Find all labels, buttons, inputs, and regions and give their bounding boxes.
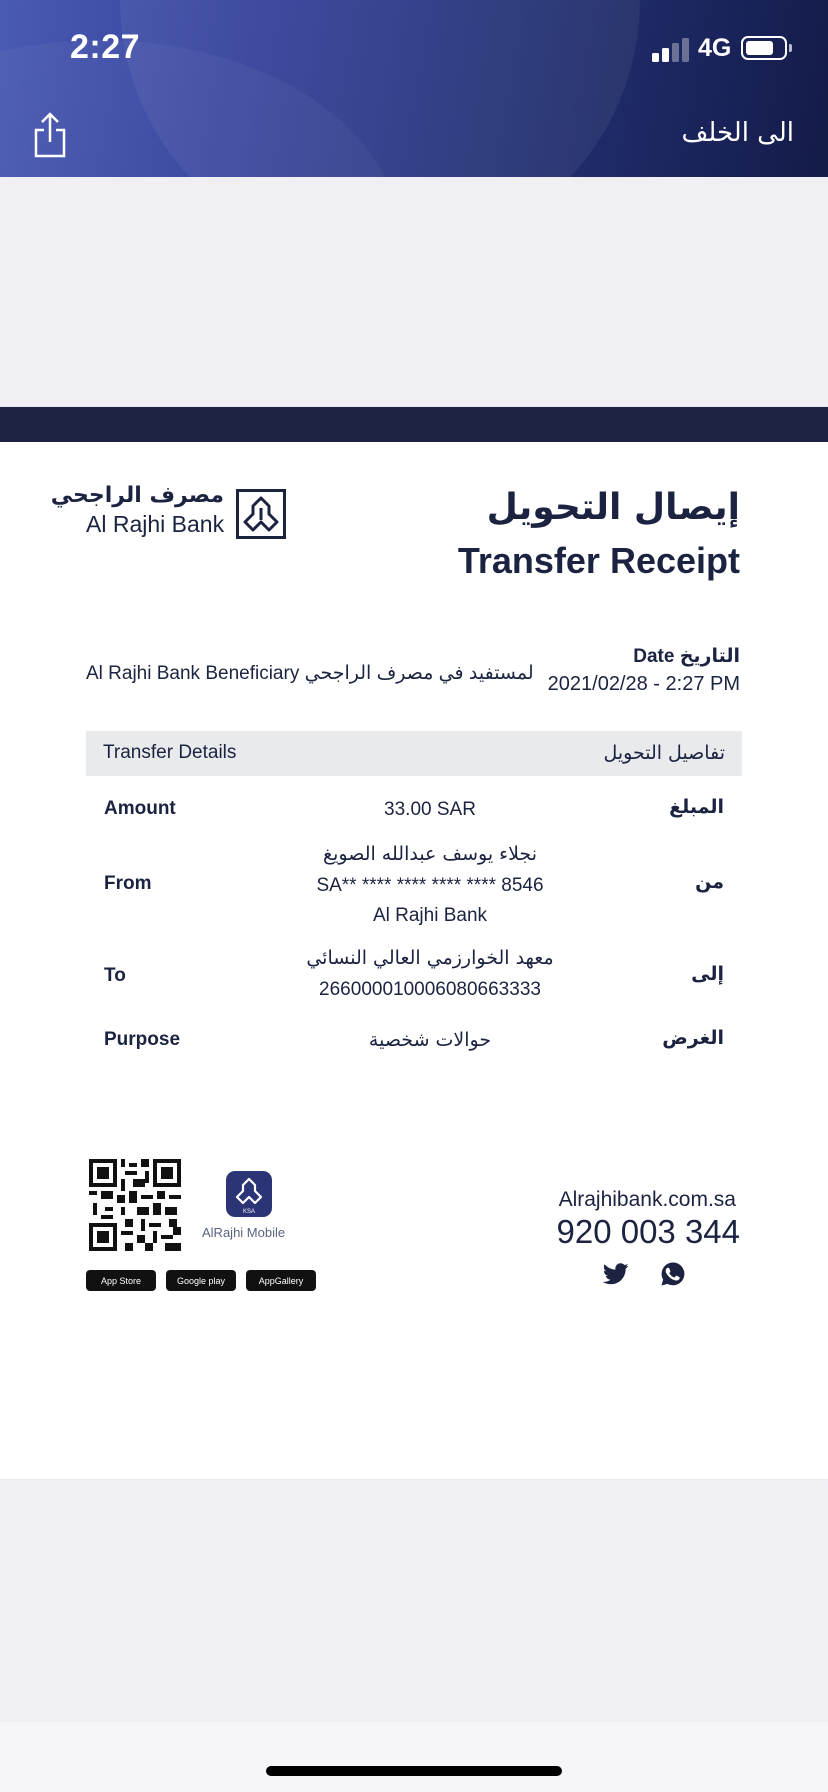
- from-bank: Al Rajhi Bank: [372, 905, 488, 926]
- purpose-value: حوالات شخصية: [368, 1029, 492, 1051]
- from-label-ar: من: [695, 871, 724, 893]
- amount-label-en: Amount: [104, 798, 176, 819]
- navigation-header: [0, 0, 828, 177]
- receipt-title-ar: إيصال التحويل: [486, 487, 740, 528]
- share-button[interactable]: [30, 110, 70, 160]
- from-label-en: From: [104, 873, 152, 894]
- twitter-icon[interactable]: [603, 1263, 629, 1285]
- transfer-receipt: [0, 407, 828, 1479]
- purpose-label-ar: الغرض: [662, 1027, 724, 1049]
- details-header-en: Transfer Details: [103, 742, 237, 763]
- to-label-ar: إلى: [691, 963, 724, 985]
- phone-number[interactable]: 920 003 344: [556, 1213, 740, 1250]
- app-name: AlRajhi Mobile: [202, 1225, 286, 1240]
- to-account: 266000010006080663333: [319, 979, 541, 1000]
- from-name: نجلاء يوسف عبدالله الصويغ: [323, 843, 537, 865]
- beneficiary-type: Al Rajhi Bank Beneficiary لمستفيد في مصرف الراجحي: [86, 663, 534, 684]
- network-type: 4G: [698, 34, 732, 62]
- bank-name-en: Al Rajhi Bank: [86, 511, 225, 537]
- bottom-safe-area: [0, 1722, 828, 1792]
- alrajhi-mobile-app-icon: [226, 1171, 272, 1217]
- app-badge-text: KSA: [242, 1209, 256, 1215]
- bank-name-ar: مصرف الراجحي: [50, 483, 224, 508]
- details-header-ar: تفاصيل التحويل: [603, 742, 725, 764]
- amount-value: 33.00 SAR: [384, 799, 476, 820]
- receipt-title-en: Transfer Receipt: [457, 540, 740, 581]
- from-account: SA** **** **** **** **** 8546: [316, 875, 544, 896]
- date-label: Date التاريخ: [633, 646, 740, 667]
- bank-logo-icon: [236, 489, 286, 539]
- home-indicator[interactable]: [266, 1766, 562, 1776]
- status-time: 2:27: [70, 28, 141, 66]
- back-button[interactable]: الى الخلف: [681, 118, 794, 148]
- transfer-details-header: [86, 731, 742, 776]
- app-gallery-badge[interactable]: AppGallery: [246, 1270, 316, 1291]
- battery-icon: [741, 36, 787, 60]
- website-link[interactable]: Alrajhibank.com.sa: [558, 1188, 736, 1211]
- app-logo-icon: [226, 1171, 272, 1217]
- app-store-badge[interactable]: App Store: [86, 1270, 156, 1291]
- whatsapp-icon[interactable]: [660, 1261, 686, 1287]
- to-name: معهد الخوارزمي العالي النسائي: [306, 947, 554, 969]
- signal-icon: [652, 36, 690, 62]
- to-label-en: To: [104, 965, 126, 986]
- receipt-top-band: [0, 407, 828, 442]
- share-icon: [30, 110, 70, 160]
- bank-logo: [50, 483, 286, 545]
- google-play-badge[interactable]: Google play: [166, 1270, 236, 1291]
- date-value: 2021/02/28 - 2:27 PM: [547, 673, 740, 695]
- qr-code: [89, 1159, 181, 1251]
- purpose-label-en: Purpose: [104, 1029, 181, 1050]
- amount-label-ar: المبلغ: [669, 796, 724, 818]
